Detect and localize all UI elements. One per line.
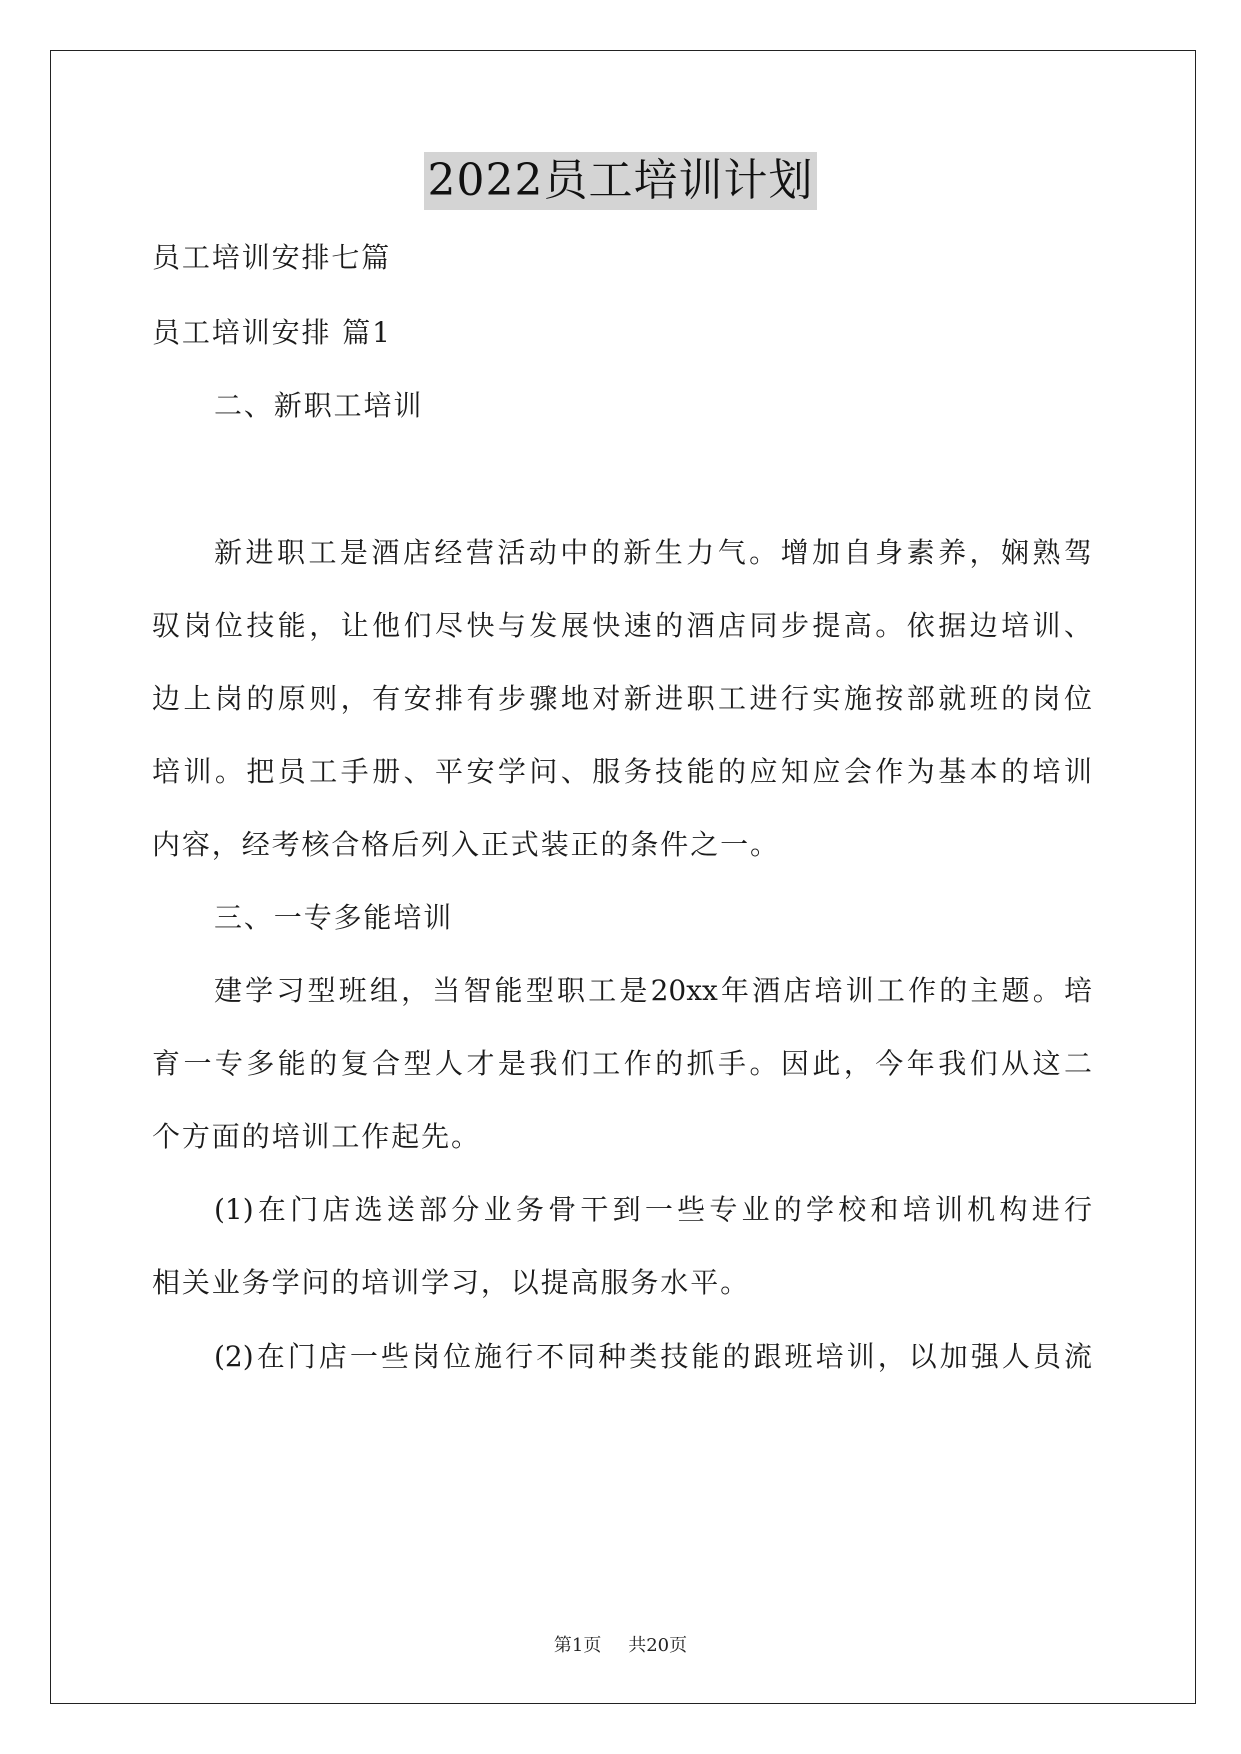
paragraph-line: 育一专多能的复合型人才是我们工作的抓手。因此，今年我们从这二 [152, 1047, 1092, 1080]
page-border [50, 50, 1196, 1704]
section-heading: 员工培训安排 篇1 [152, 316, 392, 349]
paragraph-line: 边上岗的原则，有安排有步骤地对新进职工进行实施按部就班的岗位 [152, 682, 1092, 715]
paragraph-line: (2)在门店一些岗位施行不同种类技能的跟班培训，以加强人员流 [214, 1340, 1092, 1373]
paragraph-line: 内容，经考核合格后列入正式装正的条件之一。 [152, 828, 780, 861]
page-footer [0, 1634, 1241, 1658]
paragraph-line: 个方面的培训工作起先。 [152, 1120, 481, 1153]
page-total: 共20页 [628, 1635, 688, 1656]
section-heading: 二、新职工培训 [214, 389, 424, 422]
document-title: 2022员工培训计划 [424, 152, 818, 210]
paragraph-line: 建学习型班组，当智能型职工是20xx年酒店培训工作的主题。培 [214, 974, 1092, 1007]
paragraph-line: 相关业务学问的培训学习，以提高服务水平。 [152, 1266, 751, 1299]
paragraph-line: 驭岗位技能，让他们尽快与发展快速的酒店同步提高。依据边培训、 [152, 609, 1092, 642]
subtitle-line: 员工培训安排七篇 [152, 241, 392, 274]
title-container [0, 152, 1241, 210]
page-number: 第1页 [553, 1635, 602, 1656]
paragraph-line: 新进职工是酒店经营活动中的新生力气。增加自身素养，娴熟驾 [214, 536, 1092, 569]
section-heading: 三、一专多能培训 [214, 901, 454, 934]
paragraph-line: (1)在门店选送部分业务骨干到一些专业的学校和培训机构进行 [214, 1193, 1092, 1226]
paragraph-line: 培训。把员工手册、平安学问、服务技能的应知应会作为基本的培训 [152, 755, 1092, 788]
